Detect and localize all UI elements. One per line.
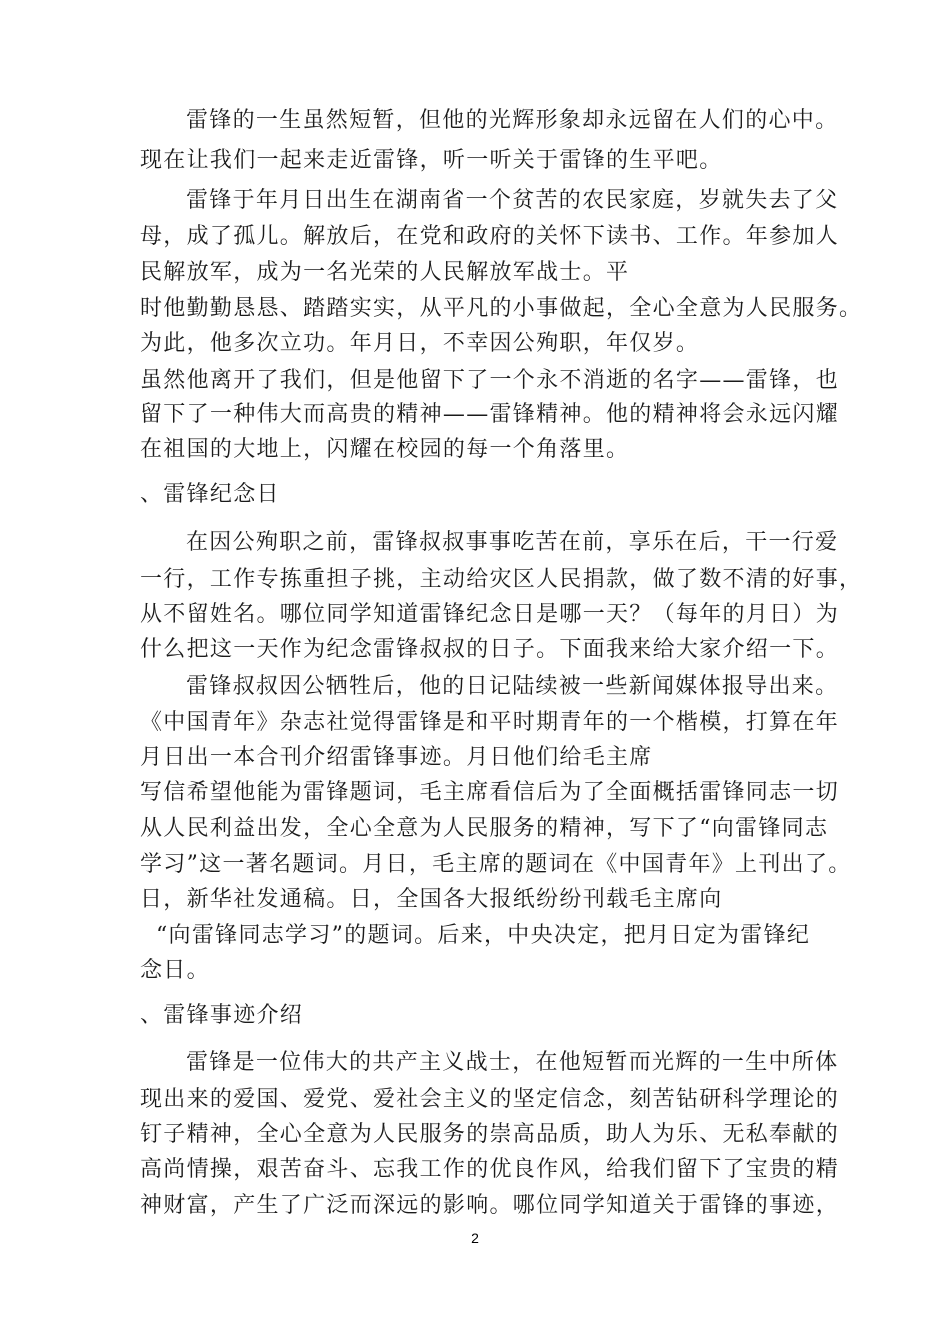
text-line: 念日。 [140,958,210,983]
text-line: 钉子精神，全心全意为人民服务的崇高品质，助人为乐、无私奉献的 [140,1122,840,1147]
text-line: 什么把这一天作为纪念雷锋叔叔的日子。下面我来给大家介绍一下。 [140,637,840,662]
text-line: “向雷锋同志学习”的题词。后来，中央决定，把月日定为雷锋纪 [156,923,811,948]
text-line: 写信希望他能为雷锋题词，毛主席看信后为了全面概括雷锋同志一切 [140,780,840,805]
text-line: 《中国青年》杂志社觉得雷锋是和平时期青年的一个楷模，打算在年 [140,710,840,735]
text-line: 时他勤勤恳恳、踏踏实实，从平凡的小事做起，全心全意为人民服务。 [140,296,863,321]
text-line: 学习”这一著名题词。月日，毛主席的题词在《中国青年》上刊出了。 [140,852,852,877]
text-line: 神财富，产生了广泛而深远的影响。哪位同学知道关于雷锋的事迹， [140,1193,840,1218]
text-line: 雷锋叔叔因公牺牲后，他的日记陆续被一些新闻媒体报导出来。 [186,674,839,699]
text-line: 现在让我们一起来走近雷锋，听一听关于雷锋的生平吧。 [140,148,723,173]
text-line: 留下了一种伟大而高贵的精神——雷锋精神。他的精神将会永远闪耀 [140,402,840,427]
text-line: 在因公殉职之前，雷锋叔叔事事吃苦在前，享乐在后，干一行爱 [186,530,839,555]
text-line: 月日出一本合刊介绍雷锋事迹。月日他们给毛主席 [140,745,653,770]
section-heading: 、雷锋纪念日 [140,482,280,507]
text-line: 雷锋的一生虽然短暂，但他的光辉形象却永远留在人们的心中。 [186,108,839,133]
text-line: 日，新华社发通稿。日，全国各大报纸纷纷刊载毛主席向 [140,887,723,912]
section-heading: 、雷锋事迹介绍 [140,1003,304,1028]
text-line: 在祖国的大地上，闪耀在校园的每一个角落里。 [140,437,630,462]
text-line: 母，成了孤儿。解放后，在党和政府的关怀下读书、工作。年参加人 [140,224,840,249]
text-line: 一行，工作专拣重担子挑，主动给灾区人民捐款，做了数不清的好事， [140,567,863,592]
text-line: 为此，他多次立功。年月日，不幸因公殉职，年仅岁。 [140,331,700,356]
text-line: 从人民利益出发，全心全意为人民服务的精神，写下了“向雷锋同志 [140,816,829,841]
page-number: 2 [471,1230,479,1246]
text-line: 高尚情操，艰苦奋斗、忘我工作的优良作风，给我们留下了宝贵的精 [140,1157,840,1182]
text-line: 雷锋是一位伟大的共产主义战士，在他短暂而光辉的一生中所体 [186,1050,839,1075]
text-line: 现出来的爱国、爱党、爱社会主义的坚定信念，刻苦钻研科学理论的 [140,1087,840,1112]
text-line: 虽然他离开了我们，但是他留下了一个永不消逝的名字——雷锋，也 [140,368,840,393]
text-line: 雷锋于年月日出生在湖南省一个贫苦的农民家庭，岁就失去了父 [186,188,839,213]
text-line: 民解放军，成为一名光荣的人民解放军战士。平 [140,260,630,285]
text-line: 从不留姓名。哪位同学知道雷锋纪念日是哪一天？（每年的月日）为 [140,602,840,627]
